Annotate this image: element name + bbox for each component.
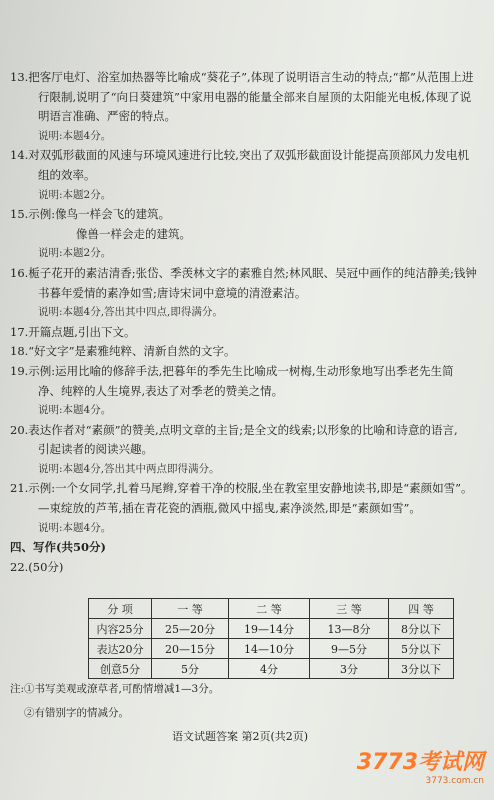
answer-line: 组的效率。 bbox=[38, 167, 96, 182]
answer-line: 22.(50分) bbox=[10, 559, 64, 574]
answer-line: 明语言准确、严密的特点。 bbox=[38, 109, 176, 124]
table-cell: 4分 bbox=[229, 659, 310, 679]
table-header-row bbox=[89, 599, 454, 619]
answer-text bbox=[10, 68, 484, 577]
grading-table bbox=[88, 598, 454, 679]
table-cell: 13—8分 bbox=[310, 619, 389, 639]
scoring-note: 说明:本题2分。 bbox=[38, 247, 112, 260]
table-cell: 20—15分 bbox=[152, 639, 229, 659]
table-cell: 9—5分 bbox=[310, 639, 389, 659]
footnote-2: ②有错别字的情减分。 bbox=[24, 707, 129, 719]
scoring-note: 说明:本题4分。 bbox=[38, 521, 112, 534]
footnote-1: 注:①书写美观或潦草者,可酌情增减1—3分。 bbox=[10, 683, 220, 695]
site-watermark bbox=[357, 745, 484, 786]
table-row bbox=[89, 659, 454, 679]
answer-line: 14.对双弧形截面的风速与环境风速进行比较,突出了双弧形截面设计能提高顶部风力发电机 bbox=[10, 148, 469, 163]
table-header-cell: 分 项 bbox=[89, 599, 152, 619]
table-cell: 3分以下 bbox=[389, 659, 454, 679]
answer-line: 16.栀子花开的素洁清香;张岱、季羡林文字的素雅自然;林风眠、吴冠中画作的纯洁静美;钱钟 bbox=[10, 265, 477, 280]
table-cell: 14—10分 bbox=[229, 639, 310, 659]
answer-line: 13.把客厅电灯、浴室加热器等比喻成“葵花子”,体现了说明语言生动的特点;“都”从范围上进 bbox=[10, 70, 474, 84]
table-cell: 创意5分 bbox=[89, 659, 152, 679]
table-header-cell: 二 等 bbox=[229, 599, 310, 619]
table-cell: 5分 bbox=[152, 659, 229, 679]
table-cell: 内容25分 bbox=[89, 619, 152, 639]
section-heading: 四、写作(共50分) bbox=[10, 540, 106, 555]
table-cell: 5分以下 bbox=[389, 639, 454, 659]
answer-line: —束绽放的芦苇,插在青花瓷的酒瓶,微风中摇曳,素净淡然,即是“素颜如雪”。 bbox=[38, 501, 421, 516]
answer-line: 15.示例:像鸟一样会飞的建筑。 bbox=[10, 207, 171, 222]
page-footer: 语文试题答案 第2页(共2页) bbox=[172, 730, 309, 743]
watermark-brand: 3773考试网 bbox=[356, 750, 484, 775]
table-cell: 表达20分 bbox=[89, 639, 152, 659]
scoring-note: 说明:本题4分。 bbox=[38, 129, 112, 142]
scoring-note: 说明:本题4分,答出其中四点,即得满分。 bbox=[38, 306, 223, 319]
answer-line: 引起读者的阅读兴趣。 bbox=[38, 442, 153, 457]
scoring-note: 说明:本题4分,答出其中两点即得满分。 bbox=[38, 462, 220, 475]
table-cell: 3分 bbox=[310, 659, 389, 679]
answer-line: 18.“好文字”是素雅纯粹、清新自然的文字。 bbox=[10, 344, 236, 359]
answer-line: 21.示例:一个女同学,扎着马尾辫,穿着干净的校服,坐在教室里安静地读书,即是“素颜如雪”。 bbox=[10, 481, 473, 496]
answer-line: 行限制,说明了“向日葵建筑”中家用电器的能量全部来自屋顶的太阳能光电板,体现了说 bbox=[38, 89, 472, 104]
answer-line: 19.示例:运用比喻的修辞手法,把暮年的季先生比喻成一树梅,生动形象地写出季老先生简 bbox=[10, 363, 454, 378]
table-header-cell: 三 等 bbox=[310, 599, 389, 619]
table-header-cell: 一 等 bbox=[152, 599, 229, 619]
answer-line: 17.开篇点题,引出下文。 bbox=[10, 324, 136, 339]
table-row bbox=[89, 619, 454, 639]
answer-line: 净、纯粹的人生境界,表达了对季老的赞美之情。 bbox=[38, 383, 284, 398]
table-cell: 25—20分 bbox=[152, 619, 229, 639]
table-cell: 8分以下 bbox=[389, 619, 454, 639]
table-header-cell: 四 等 bbox=[389, 599, 454, 619]
scoring-note: 说明:本题4分。 bbox=[38, 404, 112, 417]
watermark-url: 3773.com.cn bbox=[425, 776, 484, 786]
scoring-note: 说明:本题2分。 bbox=[38, 188, 112, 201]
table-row bbox=[89, 639, 454, 659]
answer-line: 20.表达作者对“素颜”的赞美,点明文章的主旨;是全文的线索;以形象的比喻和诗意的语言, bbox=[10, 422, 458, 437]
answer-line: 书暮年爱情的素净如雪;唐诗宋词中意境的清澄素洁。 bbox=[38, 285, 307, 300]
table-cell: 19—14分 bbox=[229, 619, 310, 639]
answer-line: 像兽一样会走的建筑。 bbox=[76, 226, 191, 241]
